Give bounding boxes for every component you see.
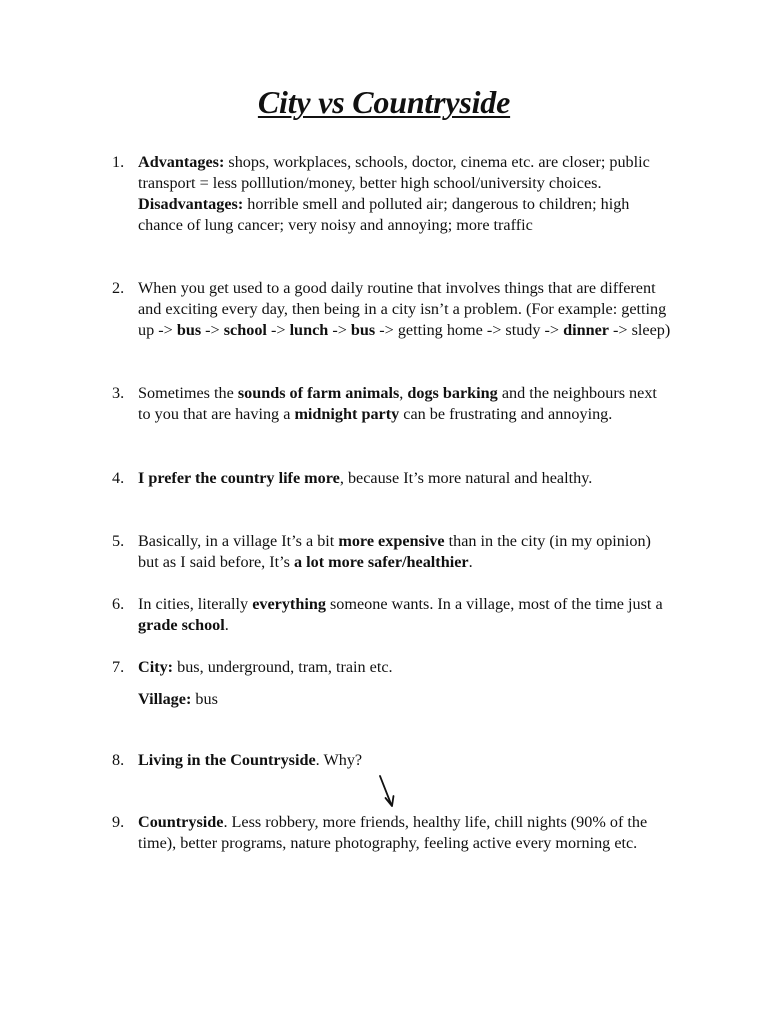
text-run: someone wants. In a village, most of the time just a xyxy=(325,595,663,613)
bold-text: a lot more safer/healthier xyxy=(294,553,469,571)
item-number: 2. xyxy=(112,279,125,297)
text-run: -> xyxy=(201,321,224,339)
item-paragraph xyxy=(138,750,672,771)
text-run: horrible smell and polluted air; dangerous to children; high chance of lung cancer; very noisy and annoying; more traffic xyxy=(138,195,630,234)
arrow-down-icon xyxy=(376,774,400,810)
item-paragraph xyxy=(138,152,672,194)
item-paragraph xyxy=(138,468,672,489)
item-number: 4. xyxy=(112,469,125,487)
list-item-1 xyxy=(112,152,672,236)
list-item-8 xyxy=(112,750,672,771)
text-run: Basically, in a village It’s a bit xyxy=(138,532,339,550)
bold-text: dinner xyxy=(563,321,609,339)
list-item-7 xyxy=(112,657,672,678)
item-paragraph xyxy=(138,278,672,341)
item-body xyxy=(138,750,672,771)
item-number: 5. xyxy=(112,532,125,550)
text-run: shops, workplaces, schools, doctor, cinema etc. are closer; public transport = less polllution/money, better high school/university choices. xyxy=(138,153,650,192)
item-paragraph xyxy=(138,657,672,678)
text-run: , because It’s more natural and healthy. xyxy=(339,469,593,487)
village-line xyxy=(138,689,218,710)
item-paragraph xyxy=(138,383,672,425)
bold-text: lunch xyxy=(289,321,329,339)
bold-text: school xyxy=(223,321,267,339)
bold-text: Disadvantages: xyxy=(138,195,244,213)
text-run: than in the city (in my opinion) but as I said before, It’s xyxy=(138,532,651,571)
item-number: 8. xyxy=(112,751,125,769)
list-item-2 xyxy=(112,278,672,341)
list-item-3 xyxy=(112,383,672,425)
text-run: . Less robbery, more friends, healthy life, chill nights (90% of the time), better programs, nature photography, feeling active every morning etc. xyxy=(138,813,648,852)
text-run: Sometimes the xyxy=(138,384,238,402)
text-run: -> xyxy=(266,321,290,339)
text-run: and the neighbours next to you that are having a xyxy=(138,384,657,423)
text-run: -> xyxy=(328,321,351,339)
text-run: -> getting home -> study -> xyxy=(375,321,564,339)
item-paragraph xyxy=(138,812,672,854)
bold-text: bus xyxy=(350,321,376,339)
bold-text: everything xyxy=(252,595,326,613)
item-body xyxy=(138,468,672,489)
item-paragraph xyxy=(138,531,672,573)
text-run: , xyxy=(399,384,408,402)
list-item-9 xyxy=(112,812,672,854)
bold-text: I prefer the country life more xyxy=(138,469,340,487)
bold-text: Village: xyxy=(138,690,192,708)
bold-text: Countryside xyxy=(138,813,224,831)
item-body xyxy=(138,383,672,425)
bold-text: bus xyxy=(176,321,202,339)
text-run: . Why? xyxy=(315,751,363,769)
bold-text: more expensive xyxy=(338,532,445,550)
text-run: In cities, literally xyxy=(138,595,253,613)
item-number: 1. xyxy=(112,153,125,171)
bold-text: sounds of farm animals xyxy=(237,384,400,402)
bold-text: Advantages: xyxy=(138,153,225,171)
text-run: -> sleep) xyxy=(608,321,671,339)
item-body xyxy=(138,594,672,636)
item-body xyxy=(138,657,672,678)
item-number: 9. xyxy=(112,813,125,831)
item-paragraph xyxy=(138,194,672,236)
item-number: 6. xyxy=(112,595,125,613)
text-run: bus, underground, tram, train etc. xyxy=(173,658,393,676)
item-body xyxy=(138,531,672,573)
item-body xyxy=(138,152,672,236)
text-run: . xyxy=(468,553,473,571)
item-number: 3. xyxy=(112,384,125,402)
text-run: When you get used to a good daily routine that involves things that are different and exciting every day, then being in a city isn’t a problem. (For example: getting up -> xyxy=(138,279,667,339)
item-number: 7. xyxy=(112,658,125,676)
document-title: City vs Countryside xyxy=(257,84,511,120)
item-paragraph xyxy=(138,594,672,636)
bold-text: midnight party xyxy=(294,405,400,423)
text-run: can be frustrating and annoying. xyxy=(399,405,613,423)
bold-text: Living in the Countryside xyxy=(138,751,316,769)
item-body xyxy=(138,278,672,341)
list-item-5 xyxy=(112,531,672,573)
list-item-4 xyxy=(112,468,672,489)
bold-text: City: xyxy=(138,658,174,676)
item-body xyxy=(138,812,672,854)
text-run: bus xyxy=(191,690,218,708)
list-item-6 xyxy=(112,594,672,636)
bold-text: dogs barking xyxy=(407,384,498,402)
bold-text: grade school xyxy=(138,616,225,634)
text-run: . xyxy=(224,616,229,634)
